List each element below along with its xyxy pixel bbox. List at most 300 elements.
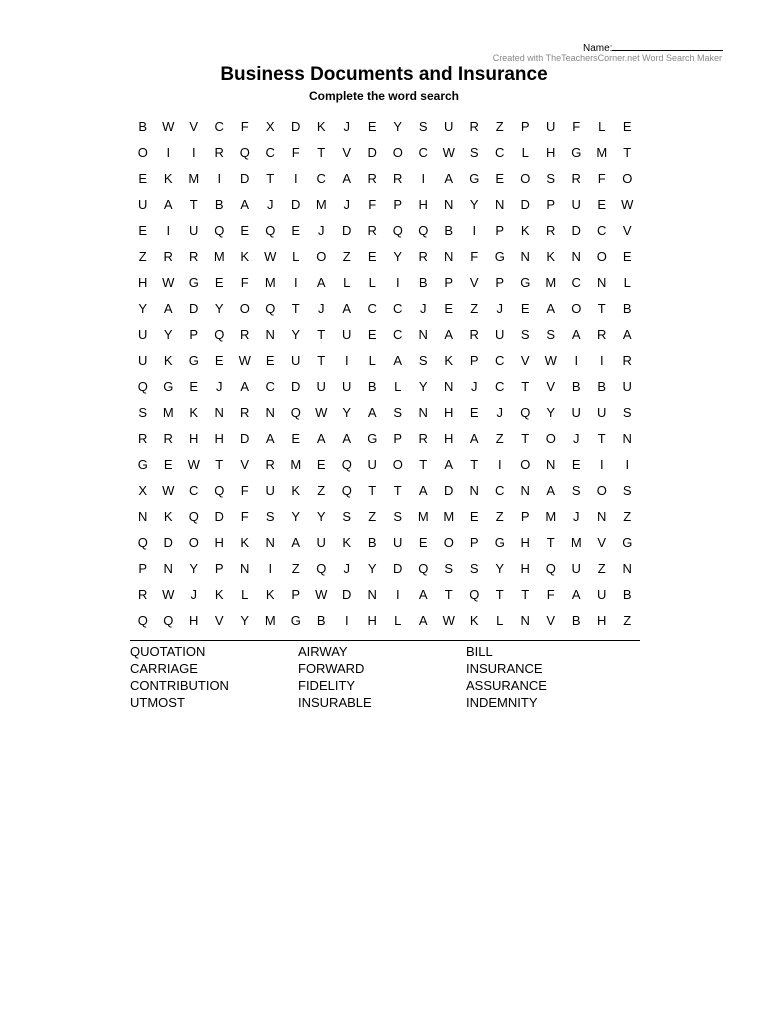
grid-letter: T: [546, 535, 555, 550]
grid-letter: I: [217, 171, 222, 186]
grid-letter: U: [444, 119, 454, 134]
grid-letter: L: [368, 275, 376, 290]
grid-letter: Q: [137, 379, 148, 394]
grid-letter: M: [315, 197, 327, 212]
grid-letter: T: [317, 327, 326, 342]
grid-letter: K: [444, 353, 454, 368]
grid-letter: A: [240, 379, 250, 394]
grid-letter: N: [520, 613, 530, 628]
grid-letter: D: [240, 431, 250, 446]
grid-letter: R: [469, 327, 479, 342]
grid-letter: Q: [418, 561, 429, 576]
grid-letter: Q: [188, 509, 199, 524]
grid-letter: N: [495, 197, 505, 212]
grid-letter: T: [215, 457, 224, 472]
grid-letter: R: [138, 587, 148, 602]
grid-letter: B: [571, 613, 581, 628]
grid-letter: R: [469, 119, 479, 134]
grid-letter: R: [163, 431, 173, 446]
grid-letter: H: [444, 405, 454, 420]
grid-letter: O: [392, 145, 403, 160]
grid-letter: R: [367, 171, 377, 186]
grid-letter: G: [290, 613, 301, 628]
grid-letter: N: [265, 535, 275, 550]
grid-letter: A: [418, 483, 428, 498]
grid-letter: M: [162, 405, 174, 420]
grid-letter: D: [444, 483, 454, 498]
grid-letter: A: [316, 275, 326, 290]
grid-letter: M: [188, 171, 200, 186]
grid-letter: Z: [291, 561, 300, 576]
grid-letter: Y: [316, 509, 326, 524]
word-list-item: INDEMNITY: [466, 695, 538, 710]
grid-letter: J: [216, 379, 223, 394]
grid-letter: X: [265, 119, 275, 134]
grid-letter: T: [521, 379, 530, 394]
grid-letter: P: [469, 353, 479, 368]
grid-letter: C: [214, 119, 224, 134]
grid-letter: A: [240, 197, 250, 212]
grid-letter: Q: [341, 457, 352, 472]
grid-letter: K: [316, 119, 326, 134]
grid-letter: K: [240, 249, 250, 264]
grid-letter: P: [444, 275, 454, 290]
grid-letter: Z: [317, 483, 326, 498]
grid-letter: E: [367, 119, 377, 134]
grid-letter: Y: [546, 405, 556, 420]
grid-letter: Y: [138, 301, 148, 316]
grid-letter: T: [521, 431, 530, 446]
grid-letter: E: [622, 249, 632, 264]
grid-letter: E: [367, 249, 377, 264]
grid-letter: V: [546, 379, 556, 394]
grid-letter: E: [138, 171, 148, 186]
grid-letter: U: [393, 535, 403, 550]
grid-letter: K: [291, 483, 301, 498]
grid-letter: H: [189, 431, 199, 446]
grid-letter: R: [571, 171, 581, 186]
grid-letter: A: [163, 197, 173, 212]
grid-letter: E: [367, 327, 377, 342]
grid-letter: I: [395, 275, 400, 290]
grid-letter: I: [166, 145, 171, 160]
grid-letter: V: [520, 353, 530, 368]
grid-letter: S: [622, 483, 632, 498]
grid-letter: H: [597, 613, 607, 628]
grid-letter: C: [265, 145, 275, 160]
grid-letter: V: [469, 275, 479, 290]
grid-letter: Y: [367, 561, 377, 576]
grid-row: [130, 532, 640, 558]
grid-letter: G: [188, 275, 199, 290]
grid-letter: F: [240, 119, 249, 134]
grid-letter: S: [571, 483, 581, 498]
grid-letter: A: [546, 301, 556, 316]
grid-letter: Z: [368, 509, 377, 524]
grid-letter: G: [520, 275, 531, 290]
grid-letter: Q: [316, 561, 327, 576]
grid-letter: T: [266, 171, 275, 186]
grid-letter: P: [520, 119, 530, 134]
grid-letter: T: [368, 483, 377, 498]
grid-letter: I: [599, 353, 604, 368]
grid-letter: A: [571, 587, 581, 602]
grid-row: [130, 610, 640, 636]
grid-letter: E: [214, 353, 224, 368]
grid-row: [130, 298, 640, 324]
grid-letter: S: [138, 405, 148, 420]
grid-letter: H: [520, 561, 530, 576]
grid-letter: Q: [214, 223, 225, 238]
grid-letter: I: [344, 353, 349, 368]
grid-letter: H: [138, 275, 148, 290]
grid-letter: Z: [495, 119, 504, 134]
grid-letter: S: [393, 509, 403, 524]
grid-letter: W: [162, 587, 175, 602]
grid-letter: O: [443, 535, 454, 550]
grid-letter: Z: [623, 509, 632, 524]
grid-letter: G: [494, 535, 505, 550]
grid-letter: Q: [214, 483, 225, 498]
grid-letter: E: [163, 457, 173, 472]
grid-letter: F: [240, 509, 249, 524]
grid-letter: G: [571, 145, 582, 160]
grid-letter: K: [163, 171, 173, 186]
grid-letter: Q: [392, 223, 403, 238]
grid-letter: N: [444, 379, 454, 394]
grid-letter: N: [418, 327, 428, 342]
grid-letter: Q: [239, 145, 250, 160]
grid-letter: T: [317, 353, 326, 368]
grid-letter: L: [368, 353, 376, 368]
grid-letter: C: [495, 353, 505, 368]
grid-letter: M: [545, 509, 557, 524]
grid-letter: A: [622, 327, 632, 342]
grid-letter: Z: [623, 613, 632, 628]
grid-letter: Y: [393, 249, 403, 264]
grid-letter: W: [442, 613, 455, 628]
grid-letter: P: [520, 509, 530, 524]
grid-row: [130, 324, 640, 350]
grid-letter: V: [214, 613, 224, 628]
grid-letter: P: [469, 535, 479, 550]
grid-letter: C: [571, 275, 581, 290]
grid-letter: N: [418, 405, 428, 420]
grid-letter: N: [214, 405, 224, 420]
word-list-item: CARRIAGE: [130, 661, 198, 676]
grid-letter: Z: [597, 561, 606, 576]
grid-letter: O: [137, 145, 148, 160]
grid-letter: H: [546, 145, 556, 160]
grid-letter: G: [163, 379, 174, 394]
grid-letter: B: [622, 587, 632, 602]
grid-letter: A: [444, 327, 454, 342]
grid-letter: C: [418, 145, 428, 160]
grid-letter: A: [444, 457, 454, 472]
grid-letter: A: [367, 405, 377, 420]
grid-letter: G: [367, 431, 378, 446]
grid-letter: U: [622, 379, 632, 394]
grid-letter: N: [240, 561, 250, 576]
grid-letter: J: [190, 587, 197, 602]
grid-letter: I: [395, 587, 400, 602]
grid-letter: Q: [469, 587, 480, 602]
grid-letter: D: [214, 509, 224, 524]
grid-letter: T: [419, 457, 428, 472]
word-list-item: BILL: [466, 644, 493, 659]
grid-letter: Q: [265, 223, 276, 238]
grid-letter: E: [291, 223, 301, 238]
grid-letter: A: [469, 431, 479, 446]
grid-letter: Y: [163, 327, 173, 342]
grid-letter: T: [597, 301, 606, 316]
grid-row: [130, 506, 640, 532]
grid-letter: U: [597, 405, 607, 420]
grid-letter: N: [571, 249, 581, 264]
grid-letter: J: [420, 301, 427, 316]
grid-row: [130, 220, 640, 246]
grid-letter: U: [291, 353, 301, 368]
grid-letter: I: [268, 561, 273, 576]
grid-letter: X: [138, 483, 148, 498]
grid-letter: U: [189, 223, 199, 238]
grid-letter: W: [315, 587, 328, 602]
grid-letter: L: [394, 379, 402, 394]
grid-letter: N: [138, 509, 148, 524]
grid-letter: O: [316, 249, 327, 264]
word-list-item: ASSURANCE: [466, 678, 547, 693]
grid-letter: T: [291, 301, 300, 316]
grid-row: [130, 350, 640, 376]
grid-row: [130, 558, 640, 584]
grid-letter: E: [597, 197, 607, 212]
grid-letter: O: [239, 301, 250, 316]
grid-letter: S: [444, 561, 454, 576]
grid-letter: L: [292, 249, 300, 264]
grid-letter: R: [546, 223, 556, 238]
grid-letter: W: [238, 353, 251, 368]
word-list-item: UTMOST: [130, 695, 185, 710]
grid-letter: S: [469, 561, 479, 576]
grid-letter: S: [393, 405, 403, 420]
grid-letter: F: [291, 145, 300, 160]
grid-letter: J: [573, 509, 580, 524]
grid-letter: M: [596, 145, 608, 160]
word-list-item: QUOTATION: [130, 644, 206, 659]
grid-letter: U: [342, 327, 352, 342]
grid-letter: J: [318, 223, 325, 238]
grid-letter: L: [496, 613, 504, 628]
grid-letter: K: [342, 535, 352, 550]
grid-letter: W: [315, 405, 328, 420]
grid-letter: I: [599, 457, 604, 472]
grid-letter: A: [393, 353, 403, 368]
grid-letter: K: [469, 613, 479, 628]
grid-letter: Y: [214, 301, 224, 316]
grid-letter: D: [367, 145, 377, 160]
grid-letter: N: [444, 197, 454, 212]
grid-letter: Z: [470, 301, 479, 316]
grid-letter: D: [571, 223, 581, 238]
grid-row: [130, 246, 640, 272]
grid-letter: P: [495, 275, 505, 290]
grid-letter: A: [291, 535, 301, 550]
grid-letter: Q: [341, 483, 352, 498]
grid-letter: U: [571, 561, 581, 576]
grid-letter: H: [214, 535, 224, 550]
grid-letter: P: [214, 561, 224, 576]
grid-letter: T: [521, 587, 530, 602]
grid-letter: F: [546, 587, 555, 602]
grid-letter: N: [597, 275, 607, 290]
grid-row: [130, 194, 640, 220]
grid-letter: G: [622, 535, 633, 550]
grid-letter: E: [418, 535, 428, 550]
grid-letter: T: [495, 587, 504, 602]
grid-divider: [130, 640, 640, 641]
grid-letter: O: [596, 483, 607, 498]
grid-letter: O: [596, 249, 607, 264]
grid-letter: O: [520, 457, 531, 472]
grid-letter: J: [471, 379, 478, 394]
grid-letter: A: [418, 613, 428, 628]
grid-letter: P: [495, 223, 505, 238]
grid-letter: N: [265, 327, 275, 342]
grid-letter: B: [571, 379, 581, 394]
grid-letter: O: [520, 171, 531, 186]
grid-letter: Y: [469, 197, 479, 212]
grid-letter: I: [472, 223, 477, 238]
grid-letter: T: [470, 457, 479, 472]
grid-letter: M: [290, 457, 302, 472]
grid-letter: W: [162, 483, 175, 498]
grid-letter: M: [213, 249, 225, 264]
grid-letter: U: [367, 457, 377, 472]
grid-letter: C: [189, 483, 199, 498]
grid-letter: C: [393, 327, 403, 342]
name-label: Name:: [583, 43, 613, 54]
grid-letter: B: [316, 613, 326, 628]
grid-letter: I: [293, 275, 298, 290]
grid-letter: Q: [520, 405, 531, 420]
grid-letter: U: [495, 327, 505, 342]
grid-letter: E: [622, 119, 632, 134]
grid-letter: C: [316, 171, 326, 186]
grid-letter: D: [291, 119, 301, 134]
grid-letter: Y: [418, 379, 428, 394]
word-list-item: INSURABLE: [298, 695, 372, 710]
grid-letter: T: [597, 431, 606, 446]
grid-letter: A: [418, 587, 428, 602]
grid-row: [130, 272, 640, 298]
grid-letter: N: [546, 457, 556, 472]
grid-letter: E: [469, 405, 479, 420]
word-list-item: FIDELITY: [298, 678, 356, 693]
grid-letter: C: [393, 301, 403, 316]
grid-letter: S: [265, 509, 275, 524]
grid-letter: D: [393, 561, 403, 576]
grid-letter: B: [418, 275, 428, 290]
grid-letter: S: [622, 405, 632, 420]
grid-letter: L: [241, 587, 249, 602]
grid-letter: M: [570, 535, 582, 550]
grid-letter: E: [444, 301, 454, 316]
grid-letter: I: [344, 613, 349, 628]
grid-row: [130, 168, 640, 194]
grid-letter: T: [393, 483, 402, 498]
grid-row: [130, 116, 640, 142]
grid-letter: F: [470, 249, 479, 264]
grid-letter: R: [597, 327, 607, 342]
grid-letter: A: [316, 431, 326, 446]
grid-letter: T: [317, 145, 326, 160]
grid-letter: P: [138, 561, 148, 576]
grid-letter: B: [367, 379, 377, 394]
grid-letter: F: [597, 171, 606, 186]
grid-letter: J: [318, 301, 325, 316]
grid-letter: Q: [290, 405, 301, 420]
grid-letter: M: [443, 509, 455, 524]
grid-letter: F: [240, 275, 249, 290]
grid-letter: L: [394, 613, 402, 628]
grid-letter: K: [240, 535, 250, 550]
grid-letter: E: [571, 457, 581, 472]
grid-letter: Y: [291, 327, 301, 342]
grid-letter: I: [166, 223, 171, 238]
grid-letter: D: [342, 223, 352, 238]
grid-letter: H: [520, 535, 530, 550]
grid-letter: W: [544, 353, 557, 368]
grid-letter: U: [138, 327, 148, 342]
grid-letter: L: [623, 275, 631, 290]
grid-letter: I: [497, 457, 502, 472]
grid-letter: D: [520, 197, 530, 212]
grid-letter: O: [545, 431, 556, 446]
grid-letter: P: [393, 197, 403, 212]
word-list-item: CONTRIBUTION: [130, 678, 229, 693]
grid-letter: E: [520, 301, 530, 316]
grid-letter: A: [342, 431, 352, 446]
grid-letter: S: [469, 145, 479, 160]
grid-letter: C: [367, 301, 377, 316]
grid-letter: S: [342, 509, 352, 524]
grid-letter: U: [138, 197, 148, 212]
grid-letter: J: [343, 119, 350, 134]
page-subtitle: Complete the word search: [308, 89, 460, 103]
grid-letter: V: [240, 457, 250, 472]
grid-letter: T: [623, 145, 632, 160]
grid-letter: G: [469, 171, 480, 186]
grid-letter: W: [187, 457, 200, 472]
grid-letter: K: [163, 353, 173, 368]
grid-letter: Y: [291, 509, 301, 524]
grid-letter: J: [267, 197, 274, 212]
grid-letter: N: [469, 483, 479, 498]
grid-letter: N: [520, 483, 530, 498]
grid-letter: O: [571, 301, 582, 316]
grid-letter: O: [188, 535, 199, 550]
grid-letter: M: [417, 509, 429, 524]
grid-letter: N: [622, 561, 632, 576]
grid-letter: R: [138, 431, 148, 446]
grid-letter: U: [342, 379, 352, 394]
grid-letter: O: [622, 171, 633, 186]
grid-letter: U: [571, 405, 581, 420]
grid-letter: L: [343, 275, 351, 290]
grid-letter: H: [367, 613, 377, 628]
grid-letter: Z: [342, 249, 351, 264]
grid-letter: E: [138, 223, 148, 238]
